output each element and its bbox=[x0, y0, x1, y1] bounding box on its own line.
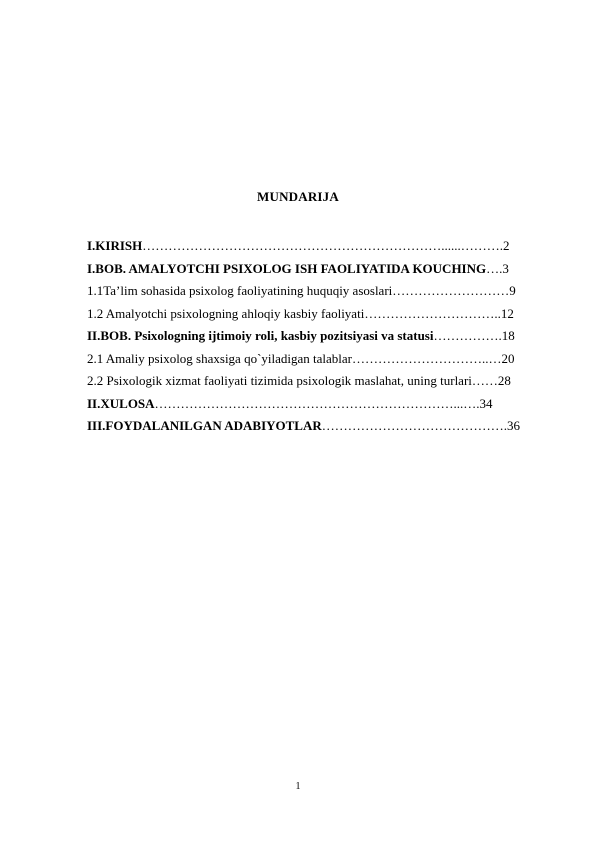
toc-leader: ………………………….. bbox=[364, 305, 501, 321]
toc-heading: III.FOYDALANILGAN ADABIYOTLAR bbox=[87, 418, 322, 433]
toc-heading: I.KIRISH bbox=[87, 238, 143, 253]
toc-entry-section-1-1 bbox=[87, 280, 567, 303]
toc-heading: I.BOB. AMALYOTCHI PSIXOLOG ISH FAOLIYATIDA KOUCHING bbox=[87, 260, 487, 276]
toc-page-number: 36 bbox=[507, 418, 521, 433]
toc-heading: 2.1 Amaliy psixolog shaxsiga qo`yiladigan talablar bbox=[87, 350, 353, 366]
toc-heading: 1.1Ta’lim sohasida psixolog faoliyatining huquqiy asoslari bbox=[87, 283, 393, 298]
toc-entry-chapter-1 bbox=[87, 258, 567, 281]
toc-heading: 2.2 Psixologik xizmat faoliyati tizimida psixologik maslahat, uning turlari bbox=[87, 373, 472, 388]
page-number: 1 bbox=[295, 781, 301, 792]
toc-heading: II.XULOSA bbox=[87, 395, 155, 411]
toc-leader: ……………………… bbox=[392, 283, 510, 298]
toc-page-number: 28 bbox=[497, 373, 511, 388]
toc-heading: II.BOB. Psixologning ijtimoiy roli, kasbiy pozitsiyasi va statusi bbox=[87, 328, 434, 343]
toc-page-number: 34 bbox=[479, 395, 493, 411]
page-title: MUNDARIJA bbox=[257, 189, 339, 204]
toc-leader: ……………………………………. bbox=[321, 418, 508, 433]
toc-entry-xulosa bbox=[87, 393, 567, 416]
toc-entry-chapter-2 bbox=[87, 325, 567, 348]
toc-page-number: 20 bbox=[501, 350, 515, 366]
toc-leader: ……………. bbox=[433, 328, 502, 343]
toc-leader: …. bbox=[486, 260, 503, 276]
toc-leader: ……………………………………………………………......………. bbox=[142, 238, 504, 253]
toc-entry-section-1-2 bbox=[87, 303, 567, 326]
toc-page-number: 3 bbox=[502, 260, 509, 276]
toc-leader: …………………………..… bbox=[352, 350, 502, 366]
toc-entry-section-2-1 bbox=[87, 348, 567, 371]
toc-page-number: 2 bbox=[503, 238, 510, 253]
toc-heading: 1.2 Amalyotchi psixologning ahloqiy kasbiy faoliyati bbox=[87, 305, 365, 321]
toc-entry-kirish bbox=[87, 235, 567, 258]
toc-leader: ……………………………………………………………...…. bbox=[154, 395, 480, 411]
toc-page-number: 18 bbox=[501, 328, 515, 343]
toc-leader: …… bbox=[471, 373, 498, 388]
toc-entry-section-2-2 bbox=[87, 370, 567, 393]
table-of-contents bbox=[87, 235, 567, 438]
toc-entry-adabiyotlar bbox=[87, 415, 567, 438]
toc-page-number: 9 bbox=[509, 283, 516, 298]
toc-page-number: 12 bbox=[500, 305, 514, 321]
